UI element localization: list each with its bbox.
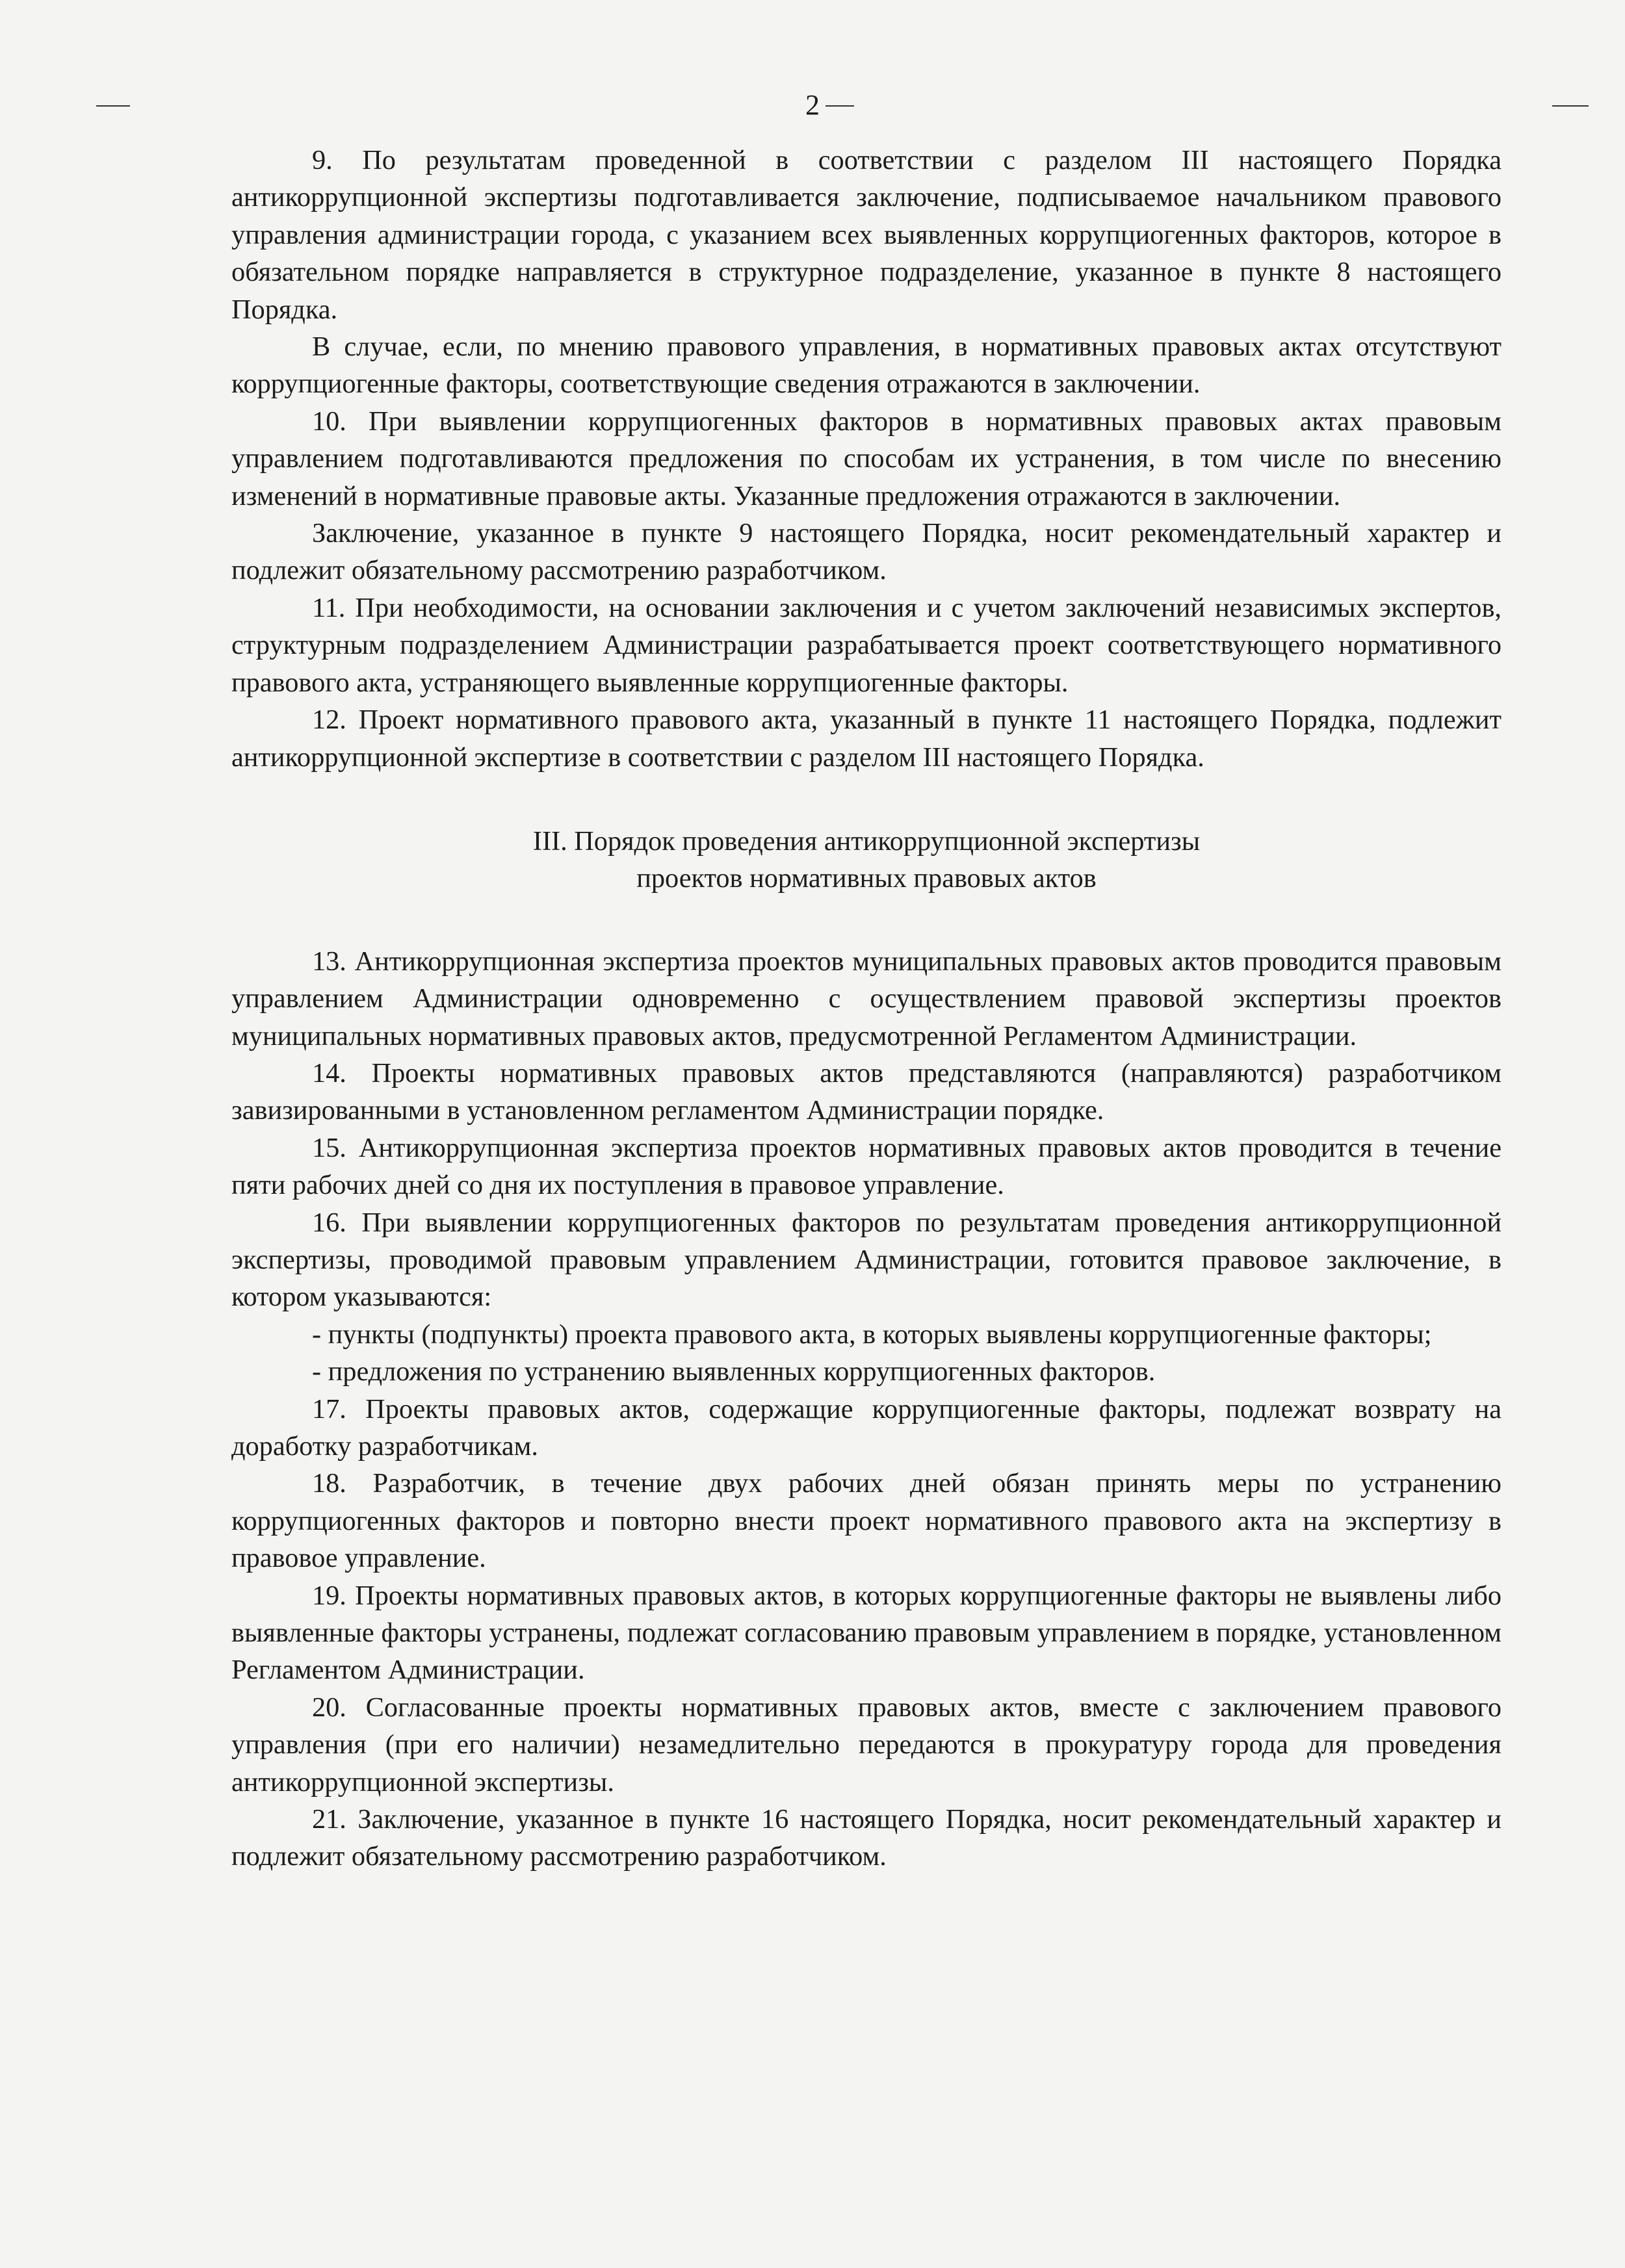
- paragraph-12: 12. Проект нормативного правового акта, указанный в пункте 11 настоящего Порядка, подлежит антикоррупционной экспертизе в соответствии с разделом III настоящего Порядка.: [231, 704, 1502, 773]
- section-heading-line-2: проектов нормативных правовых актов: [636, 863, 1097, 894]
- paragraph-18: 18. Разработчик, в течение двух рабочих дней обязан принять меры по устранению коррупциогенных факторов и повторно внести проект нормативного правового акта на экспертизу в правовое управление.: [231, 1468, 1502, 1574]
- paragraph-9: 9. По результатам проведенной в соответствии с разделом III настоящего Порядка антикоррупционной экспертизы подготавливается заключение, подписываемое начальником правового управления администрации города, с указанием всех выявленных коррупциогенных факторов, которое в обязательном порядке направляется в структурное подразделение, указанное в пункте 8 настоящего Порядка.: [231, 145, 1502, 325]
- paragraph-21: 21. Заключение, указанное в пункте 16 настоящего Порядка, носит рекомендательный характер и подлежит обязательному рассмотрению разработчиком.: [231, 1804, 1502, 1872]
- page-number: 2: [805, 89, 820, 121]
- paragraph-13: 13. Антикоррупционная экспертиза проектов муниципальных правовых актов проводится правовым управлением Администрации одновременно с осуществлением правовой экспертизы проектов муниципальных нормативных правовых актов, предусмотренной Регламентом Администрации.: [231, 946, 1502, 1051]
- section-heading: [231, 823, 1502, 897]
- paragraph-16-item-1: - пункты (подпункты) проекта правового акта, в которых выявлены коррупциогенные факторы;: [312, 1319, 1432, 1350]
- paragraph-17: 17. Проекты правовых актов, содержащие коррупциогенные факторы, подлежат возврату на доработку разработчикам.: [231, 1393, 1502, 1462]
- paragraph-20: 20. Согласованные проекты нормативных правовых актов, вместе с заключением правового управления (при его наличии) незамедлительно передаются в прокуратуру города для проведения антикоррупционной экспертизы.: [231, 1692, 1502, 1798]
- paragraph-10-note: Заключение, указанное в пункте 9 настоящего Порядка, носит рекомендательный характер и подлежит обязательному рассмотрению разработчиком.: [231, 518, 1502, 586]
- paragraph-16: 16. При выявлении коррупциогенных факторов по результатам проведения антикоррупционной экспертизы, проводимой правовым управлением Администрации, готовится правовое заключение, в котором указываются:: [231, 1207, 1502, 1313]
- document-body: [231, 142, 1502, 1875]
- paragraph-19: 19. Проекты нормативных правовых актов, в которых коррупциогенные факторы не выявлены либо выявленные факторы устранены, подлежат согласованию правовым управлением в порядке, установленном Регламентом Администрации.: [231, 1580, 1502, 1686]
- paragraph-11: 11. При необходимости, на основании заключения и с учетом заключений независимых экспертов, структурным подразделением Администрации разрабатывается проект соответствующего нормативного правового акта, устраняющего выявленные коррупциогенные факторы.: [231, 592, 1502, 698]
- section-heading-line-1: III. Порядок проведения антикоррупционной экспертизы: [532, 825, 1201, 857]
- paragraph-15: 15. Антикоррупционная экспертиза проектов нормативных правовых актов проводится в течение пяти рабочих дней со дня их поступления в правовое управление.: [231, 1132, 1502, 1201]
- paragraph-14: 14. Проекты нормативных правовых актов представляются (направляются) разработчиком завизированными в установленном регламентом Администрации порядке.: [231, 1057, 1502, 1126]
- paragraph-16-item-2: - предложения по устранению выявленных коррупциогенных факторов.: [312, 1356, 1156, 1387]
- paragraph-9-note: В случае, если, по мнению правового управления, в нормативных правовых актах отсутствуют коррупциогенные факторы, соответствующие сведения отражаются в заключении.: [231, 331, 1502, 400]
- paragraph-10: 10. При выявлении коррупциогенных факторов в нормативных правовых актах правовым управлением подготавливаются предложения по способам их устранения, в том числе по внесению изменений в нормативные правовые акты. Указанные предложения отражаются в заключении.: [231, 406, 1502, 511]
